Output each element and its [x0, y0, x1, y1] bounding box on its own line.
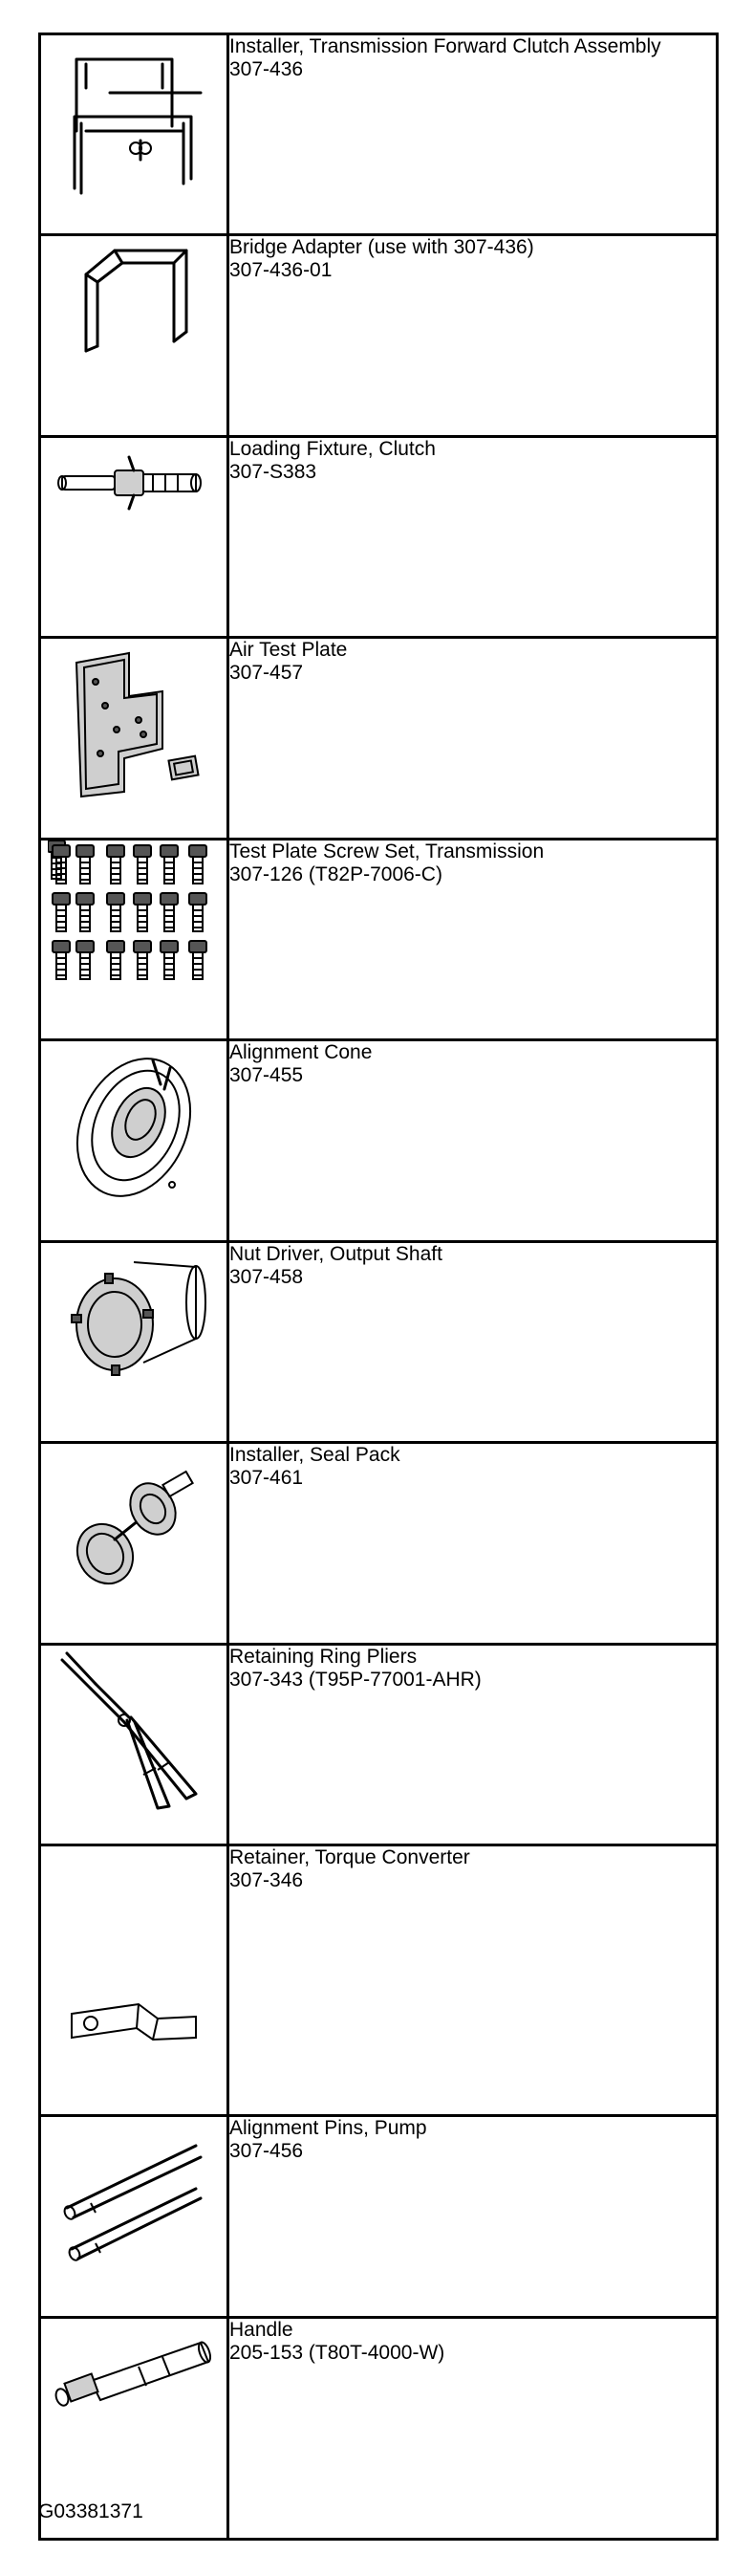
torque-converter-retainer-icon [53, 1894, 215, 2085]
tool-text-cell [228, 1645, 718, 1845]
alignment-pins-icon [53, 2117, 215, 2270]
tool-image-cell [40, 1040, 228, 1242]
tool-number: 307-458 [229, 1266, 304, 1288]
tool-text-cell [228, 840, 718, 1040]
tool-row [40, 1645, 718, 1845]
screw-set-icon [48, 840, 220, 984]
tool-image-cell [40, 1845, 228, 2116]
tool-text-cell [228, 2116, 718, 2318]
tool-number: 307-126 (T82P-7006-C) [229, 863, 442, 885]
tool-name: Retaining Ring Pliers [229, 1646, 418, 1668]
ring-pliers-icon [53, 1646, 215, 1818]
tool-text-cell [228, 34, 718, 235]
loading-fixture-icon [53, 438, 215, 524]
tool-text-cell [228, 437, 718, 638]
tool-row [40, 1845, 718, 2116]
tool-image-cell [40, 1645, 228, 1845]
tool-image-cell [40, 840, 228, 1040]
tool-name: Retainer, Torque Converter [229, 1846, 470, 1868]
tool-name: Bridge Adapter (use with 307-436) [229, 236, 534, 258]
tool-row [40, 1443, 718, 1645]
tool-name: Handle [229, 2319, 293, 2341]
tool-text-cell [228, 1443, 718, 1645]
tool-row [40, 840, 718, 1040]
tool-text-cell [228, 638, 718, 840]
tool-text-cell [228, 1242, 718, 1443]
tool-number: 307-456 [229, 2140, 304, 2162]
alignment-cone-icon [57, 1041, 210, 1204]
tool-number: 205-153 (T80T-4000-W) [229, 2342, 445, 2364]
tool-row [40, 638, 718, 840]
tool-table [38, 33, 719, 2541]
tool-name: Air Test Plate [229, 639, 348, 661]
tool-row [40, 1242, 718, 1443]
tool-row [40, 235, 718, 437]
clutch-installer-icon [57, 35, 210, 198]
bridge-adapter-icon [57, 236, 210, 370]
tool-name: Alignment Pins, Pump [229, 2117, 427, 2139]
tool-name: Nut Driver, Output Shaft [229, 1243, 442, 1265]
tool-image-cell [40, 235, 228, 437]
tool-name: Alignment Cone [229, 1041, 373, 1063]
tool-image-cell [40, 437, 228, 638]
tool-number: 307-346 [229, 1869, 304, 1891]
tool-name: Test Plate Screw Set, Transmission [229, 840, 545, 862]
tool-number: 307-436-01 [229, 259, 333, 281]
tool-text-cell [228, 2318, 718, 2540]
tool-row [40, 1040, 718, 1242]
figure-id: G03381371 [38, 2500, 143, 2522]
tool-image-cell [40, 2116, 228, 2318]
tool-number: 307-436 [229, 58, 304, 80]
nut-driver-icon [53, 1243, 215, 1386]
tool-image-cell [40, 1443, 228, 1645]
tool-image-cell [40, 638, 228, 840]
tool-image-cell [40, 1242, 228, 1443]
tool-name: Installer, Transmission Forward Clutch Assembly [229, 35, 661, 57]
handle-icon [48, 2319, 220, 2434]
tool-text-cell [228, 235, 718, 437]
tool-list [38, 33, 719, 2541]
tool-number: 307-343 (T95P-77001-AHR) [229, 1669, 482, 1691]
tool-number: 307-457 [229, 662, 304, 684]
tool-image-cell [40, 34, 228, 235]
tool-name: Installer, Seal Pack [229, 1444, 400, 1466]
tool-number: 307-455 [229, 1064, 304, 1086]
tool-name: Loading Fixture, Clutch [229, 438, 436, 460]
tool-number: 307-S383 [229, 461, 317, 483]
tool-number: 307-461 [229, 1467, 304, 1489]
tool-row [40, 34, 718, 235]
tool-row [40, 2116, 718, 2318]
air-test-plate-icon [57, 639, 210, 801]
seal-pack-installer-icon [57, 1444, 210, 1597]
tool-text-cell [228, 1040, 718, 1242]
tool-row [40, 437, 718, 638]
tool-text-cell [228, 1845, 718, 2116]
